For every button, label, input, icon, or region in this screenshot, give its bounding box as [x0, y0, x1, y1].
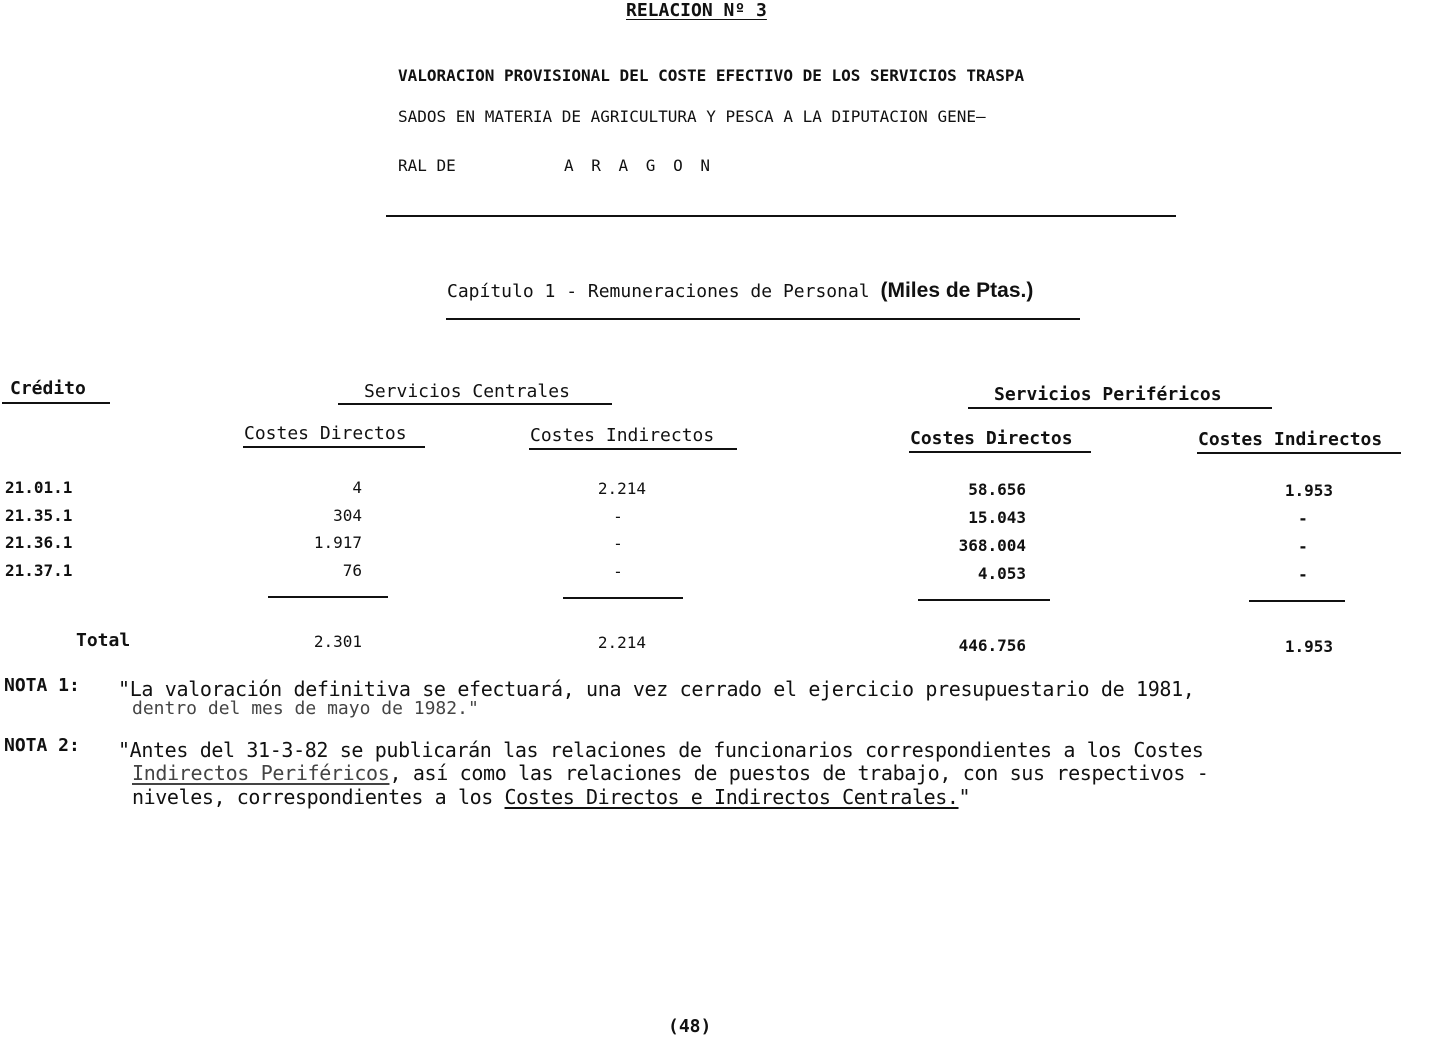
note-2-line-2-rest: , así como las relaciones de puestos de trabajo, con sus respectivos -	[389, 761, 1209, 785]
total-perifericos-indirectos: 1.953	[1284, 637, 1333, 656]
perifericos-indirectos-cell: -	[1298, 565, 1308, 584]
perifericos-directos-cell: 4.053	[977, 564, 1026, 583]
perifericos-directos-cell: 58.656	[968, 480, 1026, 499]
chapter-title	[447, 279, 1033, 303]
perifericos-header: Servicios Periféricos	[994, 384, 1222, 405]
page-number: (48)	[668, 1016, 712, 1037]
centrales-indirectos-cell: -	[613, 534, 623, 553]
credito-cell: 21.37.1	[5, 561, 73, 580]
note-1-line-1: "La valoración definitiva se efectuará, una vez cerrado el ejercicio presupuestario de 1981,	[118, 677, 1195, 701]
note-2-line-3-start: niveles, correspondientes a los	[132, 785, 505, 809]
chapter-label: Capítulo 1 - Remuneraciones de Personal	[447, 281, 870, 302]
centrales-indirectos-header: Costes Indirectos	[530, 425, 715, 446]
total-centrales-indirectos: 2.214	[597, 633, 646, 652]
perifericos-indirectos-sum-rule	[1249, 600, 1345, 602]
note-2-line-3	[132, 785, 970, 809]
perifericos-indirectos-cell: -	[1298, 537, 1308, 556]
note-1-line-2: dentro del mes de mayo de 1982."	[132, 698, 479, 719]
centrales-indirectos-cell: -	[613, 562, 623, 581]
centrales-directos-cell: 304	[333, 506, 362, 525]
chapter-unit: (Miles de Ptas.)	[880, 279, 1034, 302]
note-2-line-2	[132, 761, 1209, 785]
note-2-line-1: "Antes del 31-3-82 se publicarán las relaciones de funcionarios correspondientes a los Costes	[118, 738, 1204, 762]
perifericos-header-rule	[968, 407, 1272, 409]
centrales-directos-cell: 1.917	[313, 533, 362, 552]
centrales-directos-sum-rule	[268, 596, 388, 598]
perifericos-indirectos-cell: 1.953	[1284, 481, 1333, 500]
subtitle-line-3: RAL DE	[398, 156, 456, 175]
header-divider	[386, 215, 1176, 217]
centrales-indirectos-cell: 2.214	[597, 479, 646, 498]
note-2-label: NOTA 2:	[4, 735, 80, 756]
subtitle-line-1: VALORACION PROVISIONAL DEL COSTE EFECTIVO DE LOS SERVICIOS TRASPA	[398, 66, 1025, 85]
credito-cell: 21.01.1	[5, 478, 73, 497]
centrales-directos-header: Costes Directos	[244, 423, 407, 444]
perifericos-directos-sum-rule	[918, 599, 1050, 601]
perifericos-directos-rule	[909, 451, 1091, 453]
chapter-divider	[446, 318, 1080, 320]
centrales-header: Servicios Centrales	[364, 381, 570, 402]
perifericos-directos-header: Costes Directos	[910, 428, 1073, 449]
credito-cell: 21.36.1	[5, 533, 73, 552]
centrales-directos-cell: 4	[352, 478, 362, 497]
note-2-line-3-underlined: Costes Directos e Indirectos Centrales.	[504, 785, 959, 809]
perifericos-indirectos-cell: -	[1298, 509, 1308, 528]
centrales-indirectos-cell: -	[613, 507, 623, 526]
perifericos-indirectos-rule	[1197, 452, 1401, 454]
perifericos-indirectos-header: Costes Indirectos	[1198, 429, 1383, 450]
total-perifericos-directos: 446.756	[958, 636, 1026, 655]
centrales-directos-cell: 76	[342, 561, 362, 580]
perifericos-directos-cell: 368.004	[958, 536, 1026, 555]
centrales-indirectos-rule	[529, 448, 737, 450]
region-name: A R A G O N	[564, 156, 714, 175]
note-2-line-3-end: "	[958, 785, 971, 809]
credito-header: Crédito	[10, 378, 86, 399]
credito-header-rule	[2, 402, 110, 404]
centrales-indirectos-sum-rule	[563, 597, 683, 599]
subtitle-line-2: SADOS EN MATERIA DE AGRICULTURA Y PESCA A LA DIPUTACION GENE—	[398, 107, 986, 126]
total-centrales-directos: 2.301	[313, 632, 362, 651]
centrales-directos-rule	[243, 446, 425, 448]
perifericos-directos-cell: 15.043	[968, 508, 1026, 527]
note-2-underlined-text: Indirectos Periféricos	[132, 761, 390, 785]
note-1-label: NOTA 1:	[4, 675, 80, 696]
credito-cell: 21.35.1	[5, 506, 73, 525]
total-label: Total	[76, 630, 131, 651]
centrales-header-rule	[338, 403, 612, 405]
page-title: RELACION Nº 3	[626, 0, 767, 21]
